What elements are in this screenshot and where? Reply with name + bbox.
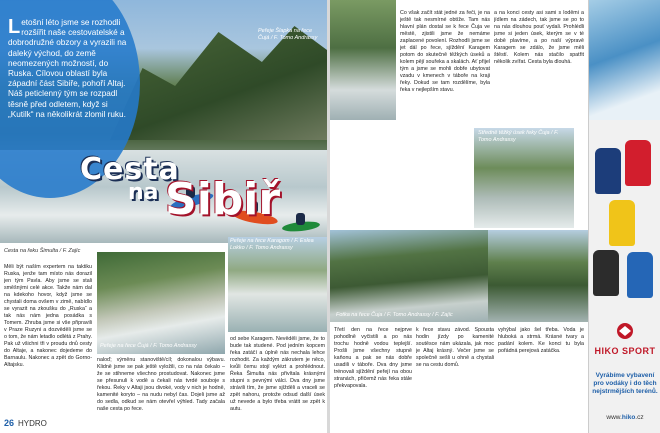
photo-gorge (330, 0, 396, 120)
right-page (330, 0, 660, 433)
title-cesta: Cesta (80, 152, 180, 187)
ad-jacket-blue (627, 252, 653, 298)
ad-jacket-red (625, 140, 651, 186)
column-a: Co však začít stát jedné za řeči, je na ještě tak nesmírné obtíže. Tam nás hlavní plán dostal se k řece Čuja ve městě, zjistili jsme že nemáme zaplacené povolení. Rozhodli jsme se jet dál po řece, sjíždění Karagem potom do skutečně těžkých úseků a kolem pějí souřeka a skalách. Ať přijel tým a jsme se mohli dobře ubytovat vzadu v kmenech v táboře na kraji řeky. Dokud se tam rozdělíme, byla řeka v nejlepším stavu. (400, 10, 490, 93)
photo-valley (330, 230, 488, 322)
paddler-3 (296, 213, 305, 225)
ad-kayak-splash-photo (589, 0, 660, 120)
ad-brand: HIKO SPORT (594, 346, 656, 356)
column-c: Třetí den na řece nejprve pohodlně vyčistili a po nás trochu hodně vodou teplejší. Prošli jsme všechny stupně kaňonu a pak se nás dobře usadili v táboře. Dva dny jsme trénovali sjíždění peřejí na obou stranách, přičemž nás řeka stále překvapovala. (334, 327, 412, 389)
ad-vest-black (593, 250, 619, 296)
title-na: na (128, 180, 159, 205)
ad-jacket-yellow (609, 200, 635, 246)
column-b: a na konci cesty asi sami s loděmi a jídlem na zádech, tak jsme se po to na nás dlouhou pouť vydali. Prohlédli jsme si jeden úsek, kterým se v té době plavíme, a po naší výpravě Karagem se zdálo, že jsme měli štěstí. Kolem nás stačilo spatřit několik zvířat. Cesta byla dlouhá. (494, 10, 584, 65)
ad-slogan: Vyrábíme vybavení pro vodáky i do těch nejstrmějších terénů. (592, 372, 658, 395)
photo-river-cuja (97, 252, 225, 354)
hero-caption: Peřeje Šlapka na řece Čujá / F. Tomo Andrassy (258, 28, 318, 41)
title-sibir: Sibiř (165, 174, 281, 225)
photo-river-karagom (228, 237, 327, 332)
page-footer (4, 418, 47, 428)
ad-url-suffix: .cz (635, 414, 644, 421)
left-page (0, 0, 327, 433)
magazine-name: HYDRO (18, 419, 47, 428)
photo2-caption: Peřeje na řece Čujá / F. Tomo Andrassy (100, 343, 197, 349)
column-2: naloď; výměnu stanoviště/cíl; dokonalou výbavu. Klidně jsme se pak ještě vyložili, co na nás čekalo – že se stihneme všechno prostudovat. Nakonec jsme se přesunuli k vodě a čekali nás tvrdé souboje s řekou. Řeky v Altaji jsou divoké, vody v nich je hodně, kamenité koryto – na nudu nebyl čas. Dojeli jsme až do sedla, odkud se nám otevřel výhled. Tady začala naše cesta po řece. (97, 357, 225, 412)
photo3-caption: Peřeje na řece Karagom / F. Eslea Lokko / F. Tomo Andrassy (230, 238, 314, 251)
column-e: vyhýbal jako šel třeba. Voda je hluboká a strmá. Krásné tvary a padání kolem. Ke konci tu byla pořádná perejová zatáčka. (498, 327, 584, 354)
hiko-logo-icon (597, 322, 653, 340)
ad-jacket-navy (595, 148, 621, 194)
column-3: od sebe Karagem. Nevěděli jsme, že to bude tak studené. Pod jedním kopcem řeka zatáčí a úplně nás nechala lehce rozhodit. Za každým zákrutem je něco, kvůli čemu stojí vylézt a prohlédnout. Řeka Šimulta nás přivítala krásnými stupni s pevnými válci. Dva dny jsme strávili tím, že jsme sjížděli a vraceli se zpět nahoru, protože odsud další úsek už nevede a bylo třeba vrátit se zpět k autu. (230, 336, 325, 412)
photo-paddler-river (488, 230, 588, 322)
column-1: Měli být naším expertem na taktiku Ruska, jenže tam místo nás dorazil jen tým Pavla. Aby jsme se stali směšnými celé akce. Takže nám dal na kdekoho hovor, když jsme se chystali doma ovšem v zimě, nabídlo se vyrazit na zkoušku do „Ruska“ a tak nás nám jedna posádka s Tomem. Zhruba jsme si vše připravili v Praze Ruzyni a dozvěděli jsme se o tom, že nám letadlo odlétá z Prahy. Pak už všichni tři v proudu dnů cesty do Altaje, a nakonec dojedeme do Barnaulu. Nakonec a zpět do Gorno-Altajsku. (4, 264, 92, 368)
intro-drop-cap: L (8, 16, 21, 38)
photo-rapids-upper (474, 128, 574, 228)
ad-url[interactable] (589, 414, 660, 421)
author-caption: Cesta na řeku Šimulta / F. Zajíc (4, 248, 81, 254)
ad-url-brand: hiko (621, 414, 636, 421)
column-d: k řece stavu závod. Spousta hodin jízdy po kamenité soutěsce nám ukázala, jak moc je Altaj krásný. Večer jsme se společně sešli u ohně a chystali se na cestu domů. (416, 327, 494, 368)
intro-text: etošní léto jsme se rozhodli rozšířit naše cestovatelské a dobrodružné obzory a vyrazili na daleký východ, do země neomezených možností, do Ruska. Cílovou oblastí byla západní část Sibiře, pohoří Altaj. Náš peticlenný tým se rozpadl těsně před odletem, když si „Kutilk“ na několikrát zlomil ruku. (8, 18, 127, 119)
intro-text-block (8, 18, 128, 120)
ad-url-prefix: www. (606, 414, 622, 421)
page-number: 26 (4, 418, 15, 428)
hiko-sport-advert[interactable] (588, 0, 660, 433)
caption-r2: Fotka na řece Čuja / F. Tomo Andrassy / F. Zajíc (336, 312, 453, 318)
caption-r1: Středně těžký úsek řeky Čuja / F. Tomo Andrassy (478, 130, 559, 143)
